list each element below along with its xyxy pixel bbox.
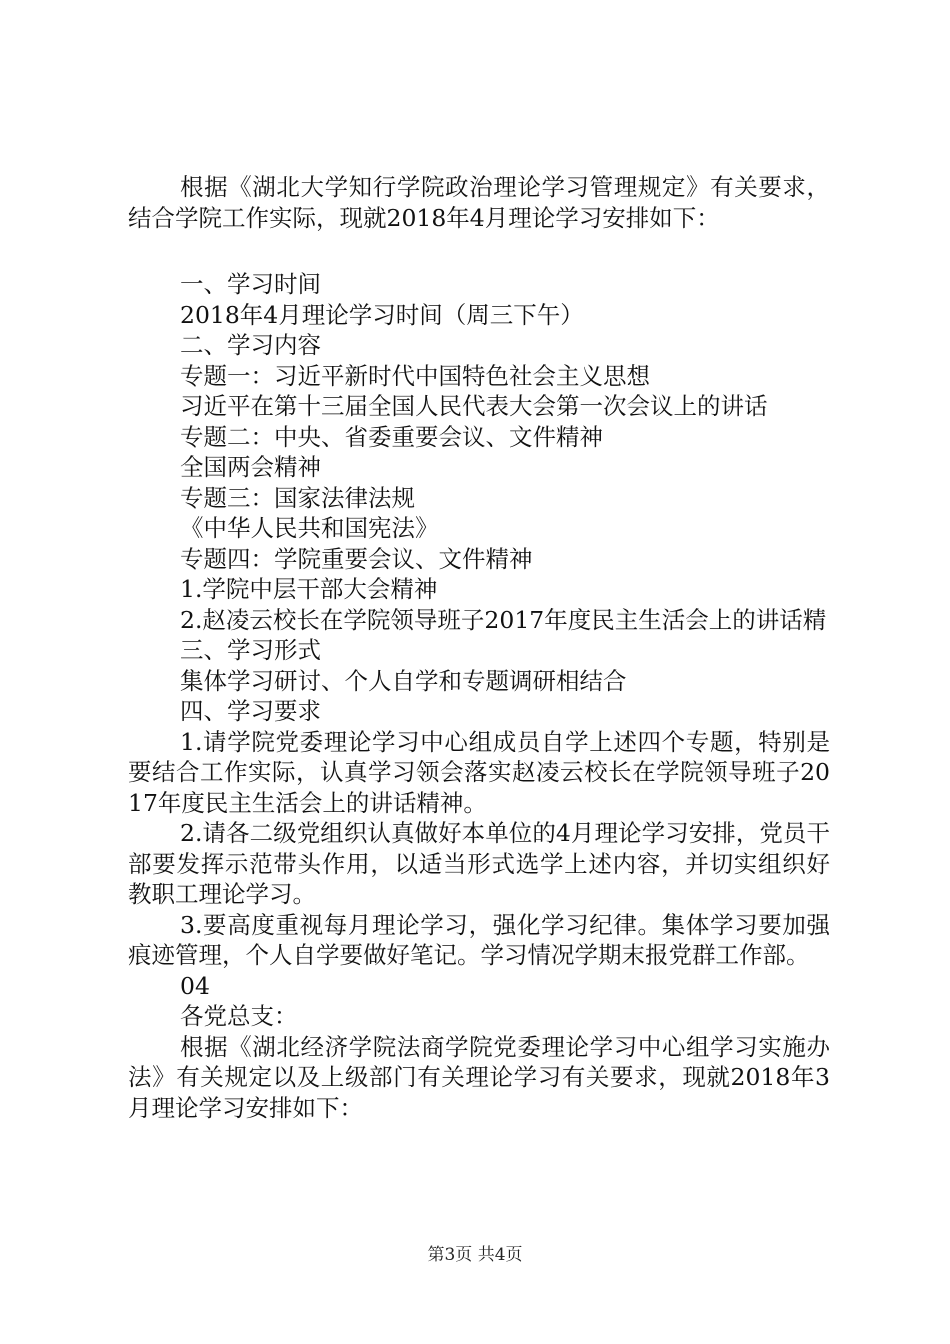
document-body (128, 172, 830, 1123)
topic-4-item-1: 1.学院中层干部大会精神 (180, 575, 438, 603)
topic-1-item: 习近平在第十三届全国人民代表大会第一次会议上的讲话 (180, 392, 768, 420)
topic-2-item: 全国两会精神 (180, 453, 321, 481)
requirement-3: 3.要高度重视每月理论学习，强化学习纪律。集体学习要加强痕迹管理，个人自学要做好笔记。学习情况学期末报党群工作部。 (128, 910, 830, 969)
section-heading-form: 三、学习形式 (180, 636, 321, 664)
salutation: 各党总支： (180, 1002, 298, 1030)
topic-1-title: 专题一：习近平新时代中国特色社会主义思想 (180, 361, 650, 390)
intro-paragraph: 根据《湖北大学知行学院政治理论学习管理规定》有关要求，结合学院工作实际，现就2018年4月理论学习安排如下： (128, 173, 830, 232)
document-code: 04 (180, 971, 210, 1000)
closing-paragraph: 根据《湖北经济学院法商学院党委理论学习中心组学习实施办法》有关规定以及上级部门有关理论学习有关要求，现就2018年3月理论学习安排如下： (128, 1032, 830, 1122)
topic-3-item: 《中华人民共和国宪法》 (180, 514, 439, 542)
requirement-1: 1.请学院党委理论学习中心组成员自学上述四个专题，特别是要结合工作实际，认真学习领会落实赵凌云校长在学院领导班子2017年度民主生活会上的讲话精神。 (128, 727, 830, 817)
study-form-text: 集体学习研讨、个人自学和专题调研相结合 (180, 666, 627, 695)
paragraph-spacer (128, 233, 830, 269)
requirement-2: 2.请各二级党组织认真做好本单位的4月理论学习安排，党员干部要发挥示范带头作用，以适当形式选学上述内容，并切实组织好教职工理论学习。 (128, 819, 830, 908)
page-footer: 第3页 共4页 (427, 1245, 523, 1265)
section-heading-content: 二、学习内容 (180, 331, 321, 359)
study-time-text: 2018年4月理论学习时间（周三下午） (180, 300, 584, 329)
section-heading-time: 一、学习时间 (180, 270, 321, 298)
topic-4-item-2: 2.赵凌云校长在学院领导班子2017年度民主生活会上的讲话精 (180, 605, 827, 634)
topic-2-title: 专题二：中央、省委重要会议、文件精神 (180, 422, 603, 451)
topic-3-title: 专题三：国家法律法规 (180, 483, 415, 512)
section-heading-requirements: 四、学习要求 (180, 697, 321, 725)
topic-4-title: 专题四：学院重要会议、文件精神 (180, 544, 533, 573)
